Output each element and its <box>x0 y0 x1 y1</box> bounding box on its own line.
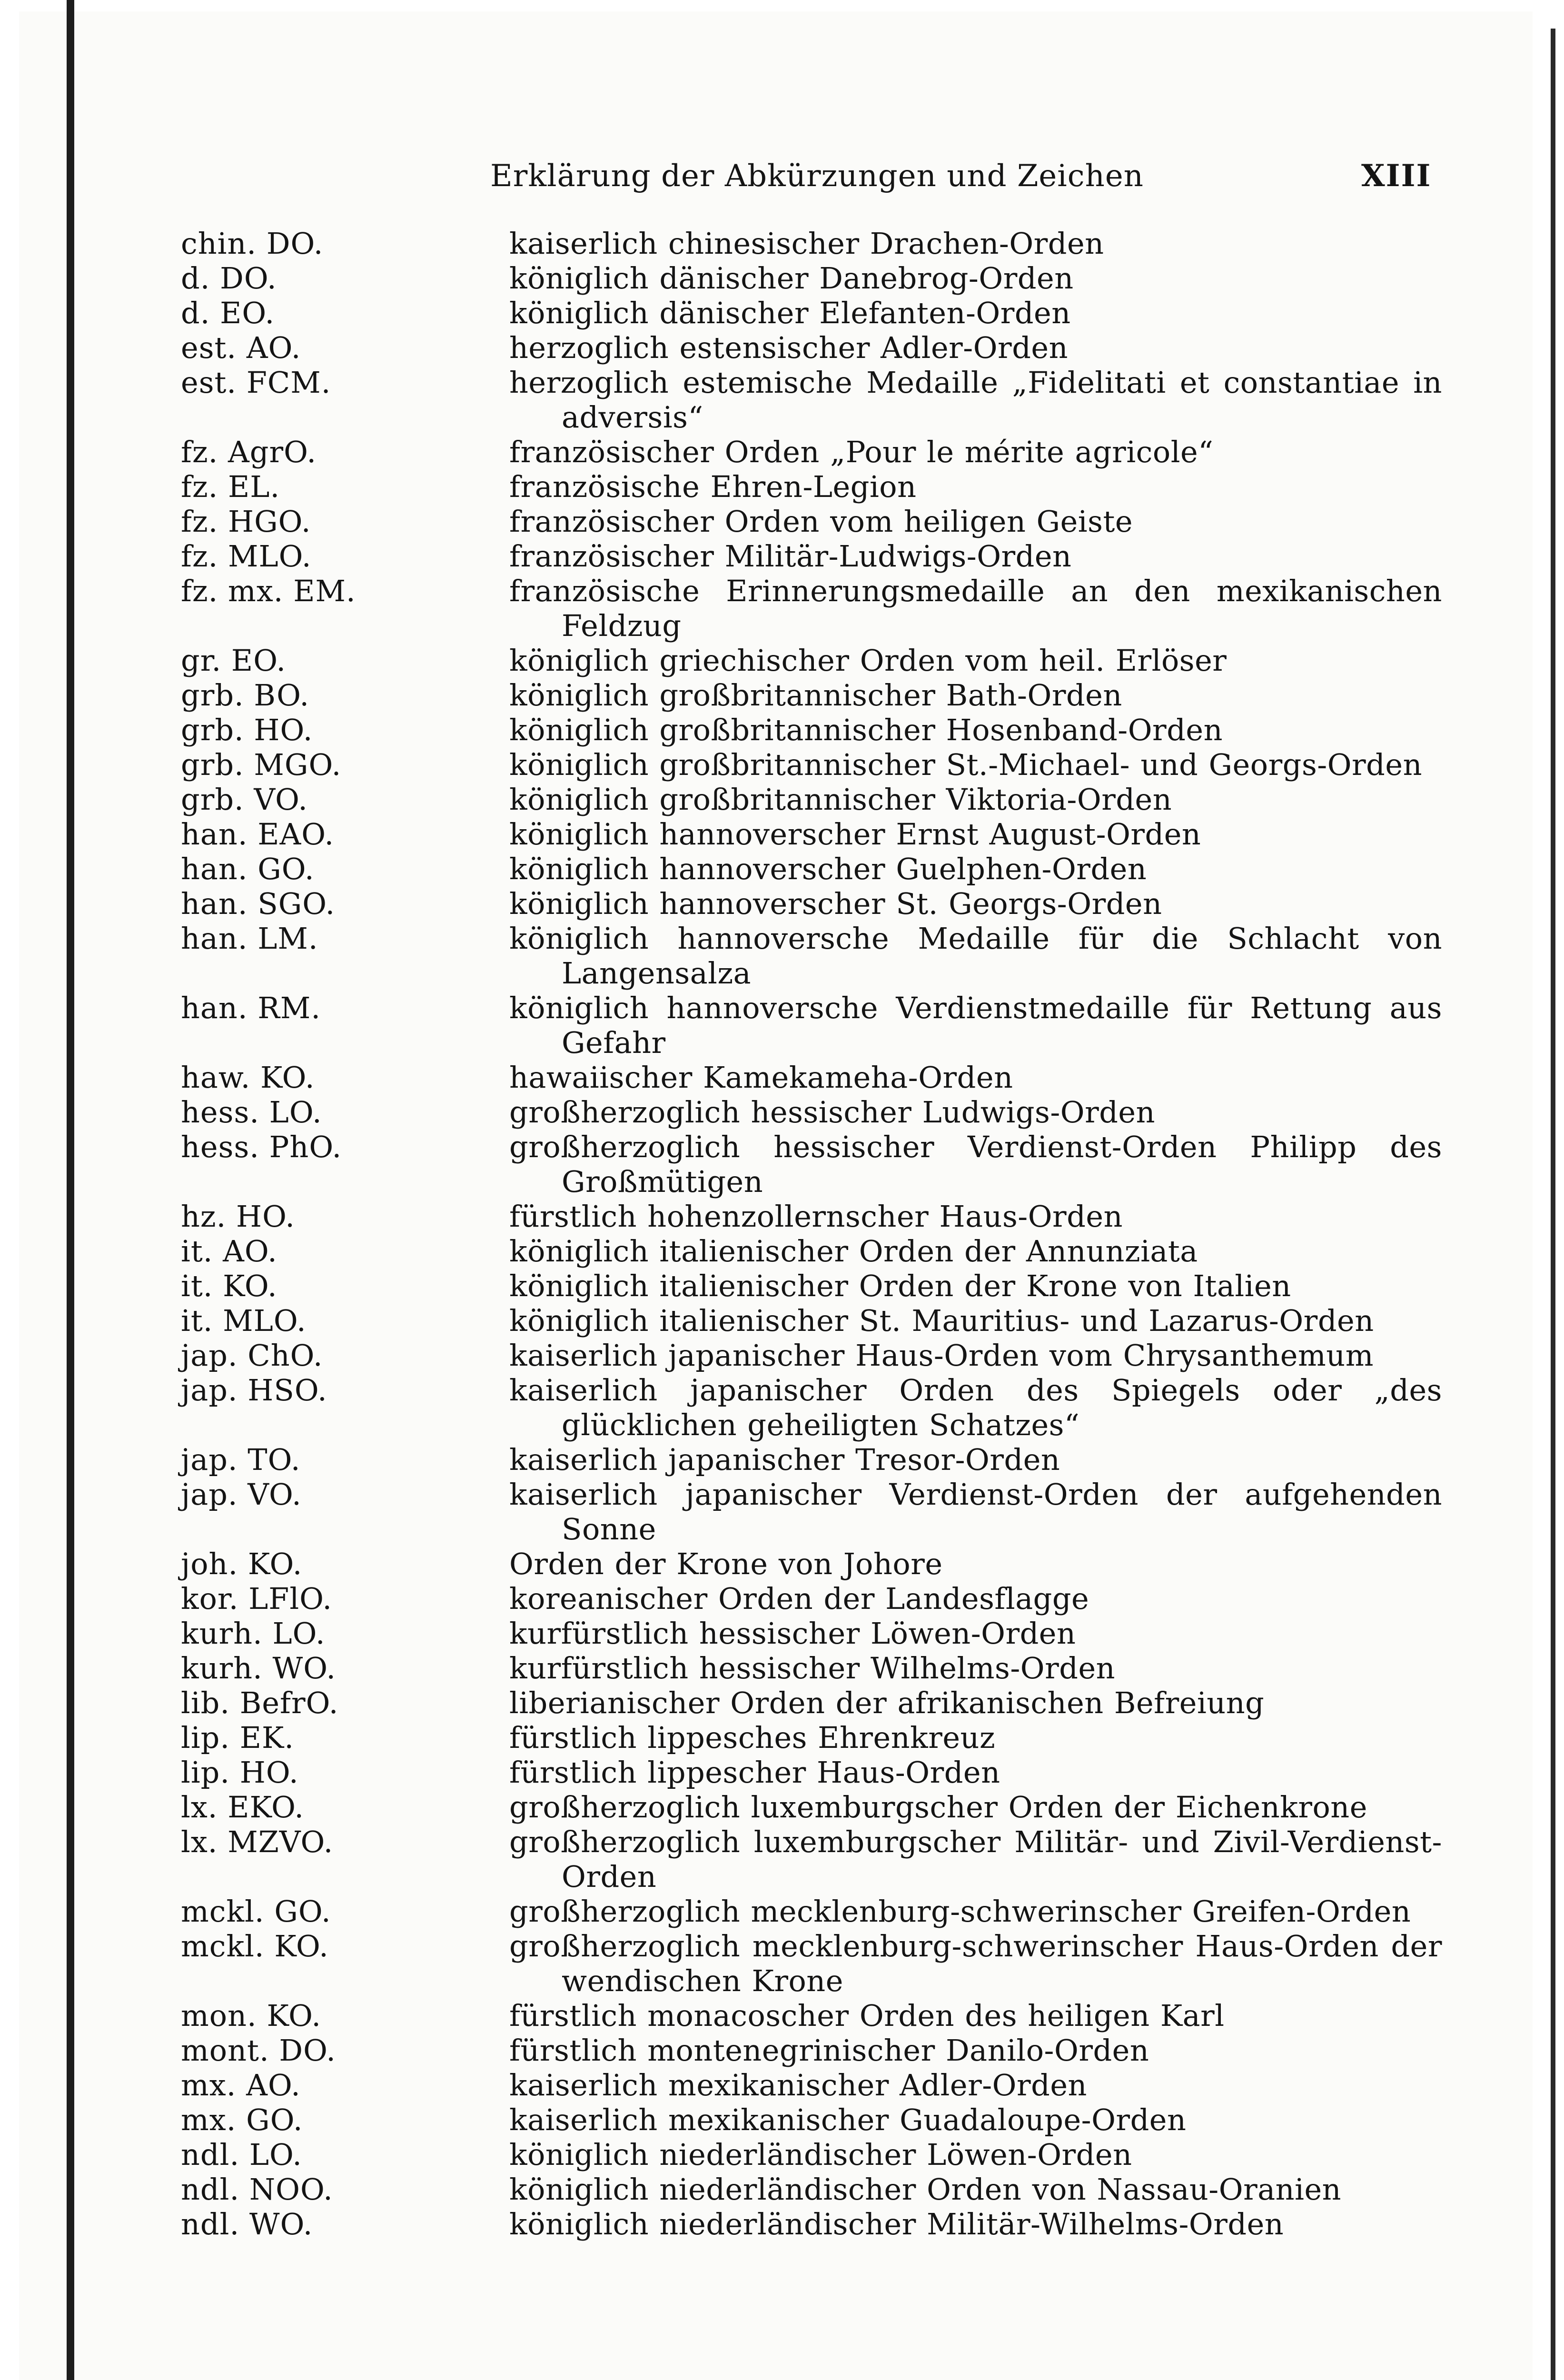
list-item <box>181 2137 1447 2172</box>
abbreviation: jap. ChO. <box>181 1338 323 1373</box>
abbreviation-meaning: kaiserlich japanischer Verdienst-Orden der aufgehenden Sonne <box>509 1477 1442 1547</box>
list-item <box>181 643 1447 678</box>
abbreviation: d. DO. <box>181 261 277 296</box>
abbreviation-meaning: königlich italienischer St. Mauritius- und Lazarus-Orden <box>509 1303 1374 1338</box>
list-item <box>181 469 1447 504</box>
abbreviation-meaning: kaiserlich mexikanischer Guadaloupe-Orden <box>509 2102 1187 2137</box>
list-item <box>181 1442 1447 1477</box>
list-item <box>181 747 1447 782</box>
abbreviation-meaning: herzoglich estensischer Adler-Orden <box>509 330 1069 365</box>
list-item <box>181 504 1447 539</box>
list-item <box>181 365 1447 435</box>
abbreviation: jap. HSO. <box>181 1373 327 1408</box>
abbreviation-meaning: königlich griechischer Orden vom heil. Erlöser <box>509 643 1227 678</box>
abbreviation: mont. DO. <box>181 2033 336 2068</box>
abbreviation: fz. HGO. <box>181 504 311 539</box>
list-item <box>181 1060 1447 1095</box>
list-item <box>181 1199 1447 1234</box>
abbreviation: ndl. NOO. <box>181 2172 333 2207</box>
list-item <box>181 921 1447 991</box>
list-item <box>181 1651 1447 1686</box>
list-item <box>181 1929 1447 1998</box>
abbreviation-meaning: königlich großbritannischer Bath-Orden <box>509 678 1122 713</box>
abbreviation: han. LM. <box>181 921 318 956</box>
abbreviation: fz. mx. EM. <box>181 574 356 608</box>
abbreviation-meaning: kaiserlich chinesischer Drachen-Orden <box>509 226 1104 261</box>
binding-edge <box>67 0 74 2380</box>
abbreviation-meaning: königlich dänischer Danebrog-Orden <box>509 261 1074 296</box>
abbreviation: ndl. WO. <box>181 2207 313 2241</box>
abbreviation: lip. EK. <box>181 1720 295 1755</box>
abbreviation: est. FCM. <box>181 365 331 400</box>
abbreviation: han. RM. <box>181 991 321 1025</box>
abbreviation: mon. KO. <box>181 1998 322 2033</box>
abbreviation: lib. BefrO. <box>181 1686 339 1720</box>
abbreviation-meaning: königlich italienischer Orden der Krone von Italien <box>509 1269 1291 1303</box>
abbreviation-meaning: königlich italienischer Orden der Annunziata <box>509 1234 1198 1269</box>
abbreviation: d. EO. <box>181 296 275 330</box>
list-item <box>181 678 1447 713</box>
abbreviation: kor. LFlO. <box>181 1581 333 1616</box>
abbreviation: han. SGO. <box>181 886 336 921</box>
list-item <box>181 713 1447 747</box>
abbreviation: grb. HO. <box>181 713 313 747</box>
right-page-edge <box>1551 29 1555 2380</box>
abbreviation: chin. DO. <box>181 226 324 261</box>
abbreviation-meaning: französische Ehren-Legion <box>509 469 917 504</box>
abbreviation-meaning: französischer Orden vom heiligen Geiste <box>509 504 1133 539</box>
abbreviation-meaning: königlich hannoverscher St. Georgs-Orden <box>509 886 1162 921</box>
abbreviation: gr. EO. <box>181 643 287 678</box>
list-item <box>181 1616 1447 1651</box>
abbreviation-meaning: Orden der Krone von Johore <box>509 1547 943 1581</box>
list-item <box>181 1338 1447 1373</box>
abbreviation: hz. HO. <box>181 1199 295 1234</box>
running-title: Erklärung der Abkürzungen und Zeichen <box>490 159 1144 194</box>
abbreviation-meaning: königlich hannoversche Medaille für die Schlacht von Langensalza <box>509 921 1442 991</box>
abbreviation-meaning: französischer Militär-Ludwigs-Orden <box>509 539 1072 574</box>
abbreviation-meaning: königlich dänischer Elefanten-Orden <box>509 296 1071 330</box>
abbreviation-meaning: fürstlich montenegrinischer Danilo-Orden <box>509 2033 1149 2068</box>
list-item <box>181 1790 1447 1825</box>
abbreviation: han. EAO. <box>181 817 335 852</box>
abbreviation-meaning: königlich hannoversche Verdienstmedaille für Rettung aus Gefahr <box>509 991 1442 1060</box>
abbreviation-meaning: königlich hannoverscher Ernst August-Orden <box>509 817 1201 852</box>
abbreviation-meaning: kaiserlich mexikanischer Adler-Orden <box>509 2068 1087 2102</box>
abbreviation-meaning: königlich großbritannischer St.-Michael- und Georgs-Orden <box>509 747 1422 782</box>
abbreviation: jap. VO. <box>181 1477 302 1512</box>
abbreviation-meaning: herzoglich estemische Medaille „Fidelitati et constantiae in adversis“ <box>509 365 1442 435</box>
abbreviation-meaning: königlich niederländischer Löwen-Orden <box>509 2137 1132 2172</box>
abbreviation-meaning: liberianischer Orden der afrikanischen Befreiung <box>509 1686 1265 1720</box>
abbreviation-list <box>181 226 1447 2241</box>
list-item <box>181 2207 1447 2241</box>
abbreviation: est. AO. <box>181 330 301 365</box>
abbreviation: grb. BO. <box>181 678 310 713</box>
abbreviation-meaning: großherzoglich mecklenburg-schwerinscher Greifen-Orden <box>509 1894 1411 1929</box>
list-item <box>181 1686 1447 1720</box>
abbreviation-meaning: fürstlich lippesches Ehrenkreuz <box>509 1720 996 1755</box>
abbreviation-meaning: französischer Orden „Pour le mérite agricole“ <box>509 435 1214 469</box>
list-item <box>181 261 1447 296</box>
abbreviation: mx. GO. <box>181 2102 303 2137</box>
abbreviation-meaning: kaiserlich japanischer Tresor-Orden <box>509 1442 1060 1477</box>
abbreviation: kurh. WO. <box>181 1651 337 1686</box>
abbreviation: mx. AO. <box>181 2068 301 2102</box>
abbreviation: mckl. KO. <box>181 1929 329 1964</box>
abbreviation: fz. MLO. <box>181 539 312 574</box>
list-item <box>181 1581 1447 1616</box>
abbreviation: jap. TO. <box>181 1442 301 1477</box>
abbreviation: joh. KO. <box>181 1547 303 1581</box>
abbreviation: fz. AgrO. <box>181 435 317 469</box>
abbreviation-meaning: kurfürstlich hessischer Wilhelms-Orden <box>509 1651 1116 1686</box>
abbreviation: ndl. LO. <box>181 2137 302 2172</box>
list-item <box>181 817 1447 852</box>
list-item <box>181 886 1447 921</box>
abbreviation-meaning: kaiserlich japanischer Orden des Spiegels oder „des glücklichen geheiligten Schatzes“ <box>509 1373 1442 1442</box>
list-item <box>181 1894 1447 1929</box>
abbreviation-meaning: fürstlich lippescher Haus-Orden <box>509 1755 1000 1790</box>
abbreviation: mckl. GO. <box>181 1894 331 1929</box>
abbreviation-meaning: großherzoglich hessischer Ludwigs-Orden <box>509 1095 1156 1130</box>
list-item <box>181 435 1447 469</box>
page-number: XIII <box>1361 158 1432 194</box>
abbreviation-meaning: großherzoglich luxemburgscher Orden der Eichenkrone <box>509 1790 1367 1825</box>
list-item <box>181 296 1447 330</box>
list-item <box>181 1755 1447 1790</box>
abbreviation-meaning: fürstlich monacoscher Orden des heiligen Karl <box>509 1998 1225 2033</box>
list-item <box>181 1547 1447 1581</box>
abbreviation: lx. MZVO. <box>181 1825 334 1859</box>
abbreviation: hess. LO. <box>181 1095 322 1130</box>
abbreviation: it. KO. <box>181 1269 277 1303</box>
list-item <box>181 574 1447 643</box>
abbreviation: hess. PhO. <box>181 1130 342 1164</box>
list-item <box>181 1303 1447 1338</box>
abbreviation: haw. KO. <box>181 1060 315 1095</box>
abbreviation-meaning: königlich großbritannischer Viktoria-Orden <box>509 782 1172 817</box>
abbreviation: han. GO. <box>181 852 315 886</box>
abbreviation: it. AO. <box>181 1234 277 1269</box>
list-item <box>181 852 1447 886</box>
abbreviation: lip. HO. <box>181 1755 299 1790</box>
abbreviation: kurh. LO. <box>181 1616 326 1651</box>
abbreviation: lx. EKO. <box>181 1790 305 1825</box>
list-item <box>181 1130 1447 1199</box>
list-item <box>181 2172 1447 2207</box>
list-item <box>181 2033 1447 2068</box>
abbreviation-meaning: koreanischer Orden der Landesflagge <box>509 1581 1089 1616</box>
list-item <box>181 1095 1447 1130</box>
list-item <box>181 330 1447 365</box>
abbreviation: grb. VO. <box>181 782 308 817</box>
list-item <box>181 1269 1447 1303</box>
abbreviation-meaning: großherzoglich hessischer Verdienst-Orden Philipp des Großmütigen <box>509 1130 1442 1199</box>
abbreviation: it. MLO. <box>181 1303 307 1338</box>
list-item <box>181 1825 1447 1894</box>
abbreviation-meaning: königlich niederländischer Militär-Wilhelms-Orden <box>509 2207 1284 2241</box>
abbreviation: grb. MGO. <box>181 747 342 782</box>
abbreviation-meaning: kaiserlich japanischer Haus-Orden vom Chrysanthemum <box>509 1338 1374 1373</box>
abbreviation-meaning: königlich niederländischer Orden von Nassau-Oranien <box>509 2172 1342 2207</box>
abbreviation-meaning: kurfürstlich hessischer Löwen-Orden <box>509 1616 1076 1651</box>
list-item <box>181 2102 1447 2137</box>
list-item <box>181 1373 1447 1442</box>
list-item <box>181 782 1447 817</box>
list-item <box>181 1477 1447 1547</box>
list-item <box>181 991 1447 1060</box>
abbreviation-meaning: großherzoglich mecklenburg-schwerinscher Haus-Orden der wendischen Krone <box>509 1929 1442 1998</box>
abbreviation-meaning: französische Erinnerungsmedaille an den mexikanischen Feldzug <box>509 574 1442 643</box>
abbreviation-meaning: fürstlich hohenzollernscher Haus-Orden <box>509 1199 1123 1234</box>
abbreviation-meaning: königlich hannoverscher Guelphen-Orden <box>509 852 1147 886</box>
list-item <box>181 539 1447 574</box>
abbreviation-meaning: hawaiischer Kamekameha-Orden <box>509 1060 1013 1095</box>
list-item <box>181 226 1447 261</box>
list-item <box>181 1234 1447 1269</box>
abbreviation-meaning: großherzoglich luxemburgscher Militär- und Zivil-Verdienst-Orden <box>509 1825 1442 1894</box>
list-item <box>181 1998 1447 2033</box>
abbreviation: fz. EL. <box>181 469 280 504</box>
list-item <box>181 1720 1447 1755</box>
abbreviation-meaning: königlich großbritannischer Hosenband-Orden <box>509 713 1223 747</box>
list-item <box>181 2068 1447 2102</box>
